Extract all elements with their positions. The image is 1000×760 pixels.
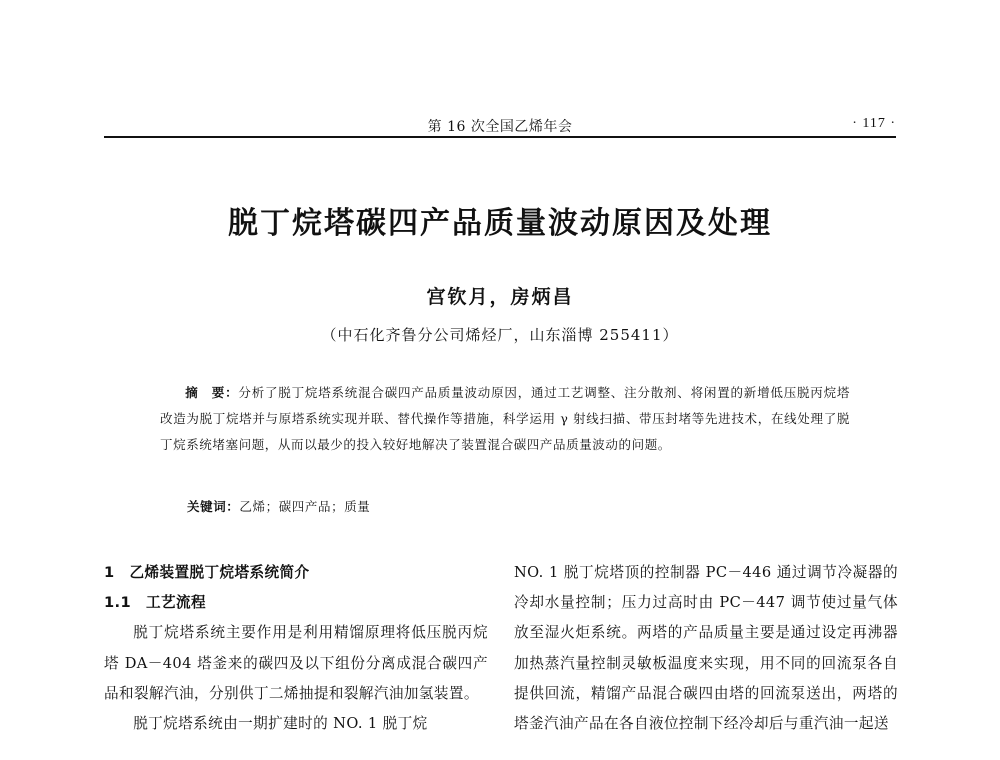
right-column xyxy=(514,558,898,739)
keywords-text: 乙烯；碳四产品；质量 xyxy=(239,499,371,514)
section-heading: 1 乙烯装置脱丁烷塔系统简介 xyxy=(104,564,310,581)
paper-title: 脱丁烷塔碳四产品质量波动原因及处理 xyxy=(228,206,772,241)
body-paragraph: 脱丁烷塔系统主要作用是利用精馏原理将低压脱丙烷塔 DA－404 塔釜来的碳四及以下组份分离成混合碳四产品和裂解汽油，分别供丁二烯抽提和裂解汽油加氢装置。 xyxy=(104,624,488,702)
keywords-label: 关键词： xyxy=(187,499,240,514)
body-paragraph: 脱丁烷塔系统由一期扩建时的 NO. 1 脱丁烷 xyxy=(133,715,428,733)
abstract xyxy=(160,380,850,458)
keywords xyxy=(187,497,370,515)
authors: 宫钦月，房炳昌 xyxy=(426,286,574,308)
abstract-label: 摘 要： xyxy=(185,385,239,400)
subsection-heading: 1.1 工艺流程 xyxy=(104,594,207,612)
conference-name: 第 16 次全国乙烯年会 xyxy=(427,119,573,135)
page-number: · 117 · xyxy=(852,116,896,131)
body-paragraph: NO. 1 脱丁烷塔顶的控制器 PC－446 通过调节冷凝器的冷却水量控制；压力过高时由 PC－447 调节使过量气体放至湿火炬系统。两塔的产品质量主要是通过设定再沸器加热蒸汽量控制灵敏板温度来实现，用不同的回流泵各自提供回流，精馏产品混合碳四由塔的回流泵送出，两塔的塔釜汽油产品在各自液位控制下经冷却后与重汽油一起送 xyxy=(514,564,898,733)
abstract-text: 分析了脱丁烷塔系统混合碳四产品质量波动原因，通过工艺调整、注分散剂、将闲置的新增低压脱丙烷塔改造为脱丁烷塔并与原塔系统实现并联、替代操作等措施，科学运用 γ 射线扫描、带压封堵等先进技术，在线处理了脱丁烷系统堵塞问题，从而以最少的投入较好地解决了装置混合碳四产品质量波动的问题。 xyxy=(160,385,850,452)
running-head xyxy=(104,108,896,138)
affiliation: （中石化齐鲁分公司烯烃厂，山东淄博 255411） xyxy=(321,326,679,344)
left-column xyxy=(104,558,488,739)
